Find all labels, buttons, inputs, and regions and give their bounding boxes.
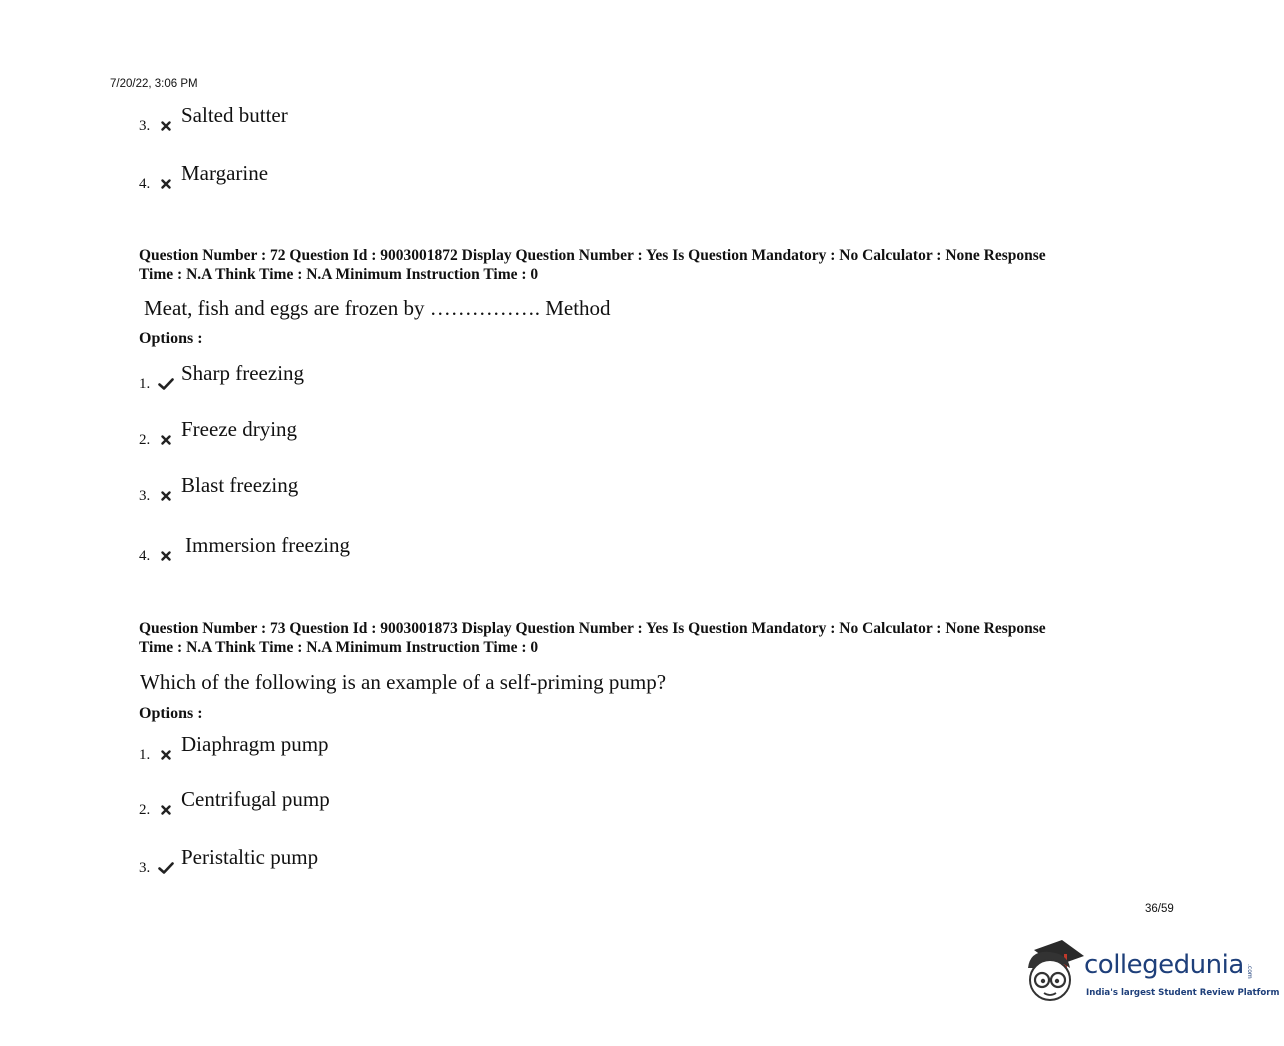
- options-label: Options :: [139, 330, 203, 347]
- option-row: [139, 846, 318, 876]
- cross-icon: [157, 433, 175, 447]
- option-text: Sharp freezing: [181, 361, 305, 385]
- logo-brand: collegedunia: [1084, 950, 1244, 980]
- option-text: Blast freezing: [181, 473, 299, 497]
- cross-icon: [157, 549, 175, 563]
- collegedunia-logo: [1020, 938, 1280, 1010]
- option-row: [139, 733, 329, 763]
- option-number: 3.: [139, 488, 151, 504]
- logo-tagline: India's largest Student Review Platform: [1086, 988, 1280, 998]
- option-number: 4.: [139, 176, 151, 192]
- option-text: Peristaltic pump: [181, 845, 319, 869]
- option-number: 3.: [139, 118, 151, 134]
- question-meta-line: Time : N.A Think Time : N.A Minimum Instruction Time : 0: [139, 266, 539, 283]
- question-meta-line: Question Number : 73 Question Id : 9003001873 Display Question Number : Yes Is Question Mandatory : No Calculator : None Response: [139, 620, 1046, 637]
- option-text: Centrifugal pump: [181, 787, 330, 811]
- option-text: Immersion freezing: [185, 533, 351, 557]
- question-meta: [139, 619, 1179, 657]
- option-text: Margarine: [181, 161, 269, 185]
- question-meta-line: Time : N.A Think Time : N.A Minimum Instruction Time : 0: [139, 639, 539, 656]
- question-meta-line: Question Number : 72 Question Id : 9003001872 Display Question Number : Yes Is Question Mandatory : No Calculator : None Response: [139, 247, 1046, 264]
- mascot-icon: [1020, 938, 1086, 1010]
- option-row: [139, 474, 298, 504]
- print-timestamp: 7/20/22, 3:06 PM: [110, 78, 198, 90]
- option-row: [139, 534, 350, 564]
- option-row: [139, 788, 330, 818]
- check-icon: [157, 861, 175, 875]
- cross-icon: [157, 803, 175, 817]
- option-row: [139, 162, 268, 192]
- cross-icon: [157, 489, 175, 503]
- question-meta: [139, 246, 1179, 284]
- option-number: 1.: [139, 747, 151, 763]
- option-number: 4.: [139, 548, 151, 564]
- cross-icon: [157, 119, 175, 133]
- option-row: [139, 418, 297, 448]
- logo-com: .com: [1246, 964, 1253, 979]
- option-row: [139, 362, 304, 392]
- cross-icon: [157, 748, 175, 762]
- option-text: Salted butter: [181, 103, 288, 127]
- cross-icon: [157, 177, 175, 191]
- page-number: 36/59: [1145, 903, 1174, 915]
- option-text: Diaphragm pump: [181, 732, 329, 756]
- option-row: [139, 104, 288, 134]
- option-number: 3.: [139, 860, 151, 876]
- check-icon: [157, 377, 175, 391]
- question-text: Meat, fish and eggs are frozen by ……………. Method: [144, 296, 611, 320]
- options-label: Options :: [139, 705, 203, 722]
- option-number: 2.: [139, 802, 151, 818]
- option-text: Freeze drying: [181, 417, 298, 441]
- option-number: 1.: [139, 376, 151, 392]
- option-number: 2.: [139, 432, 151, 448]
- question-text: Which of the following is an example of a self-priming pump?: [140, 670, 667, 694]
